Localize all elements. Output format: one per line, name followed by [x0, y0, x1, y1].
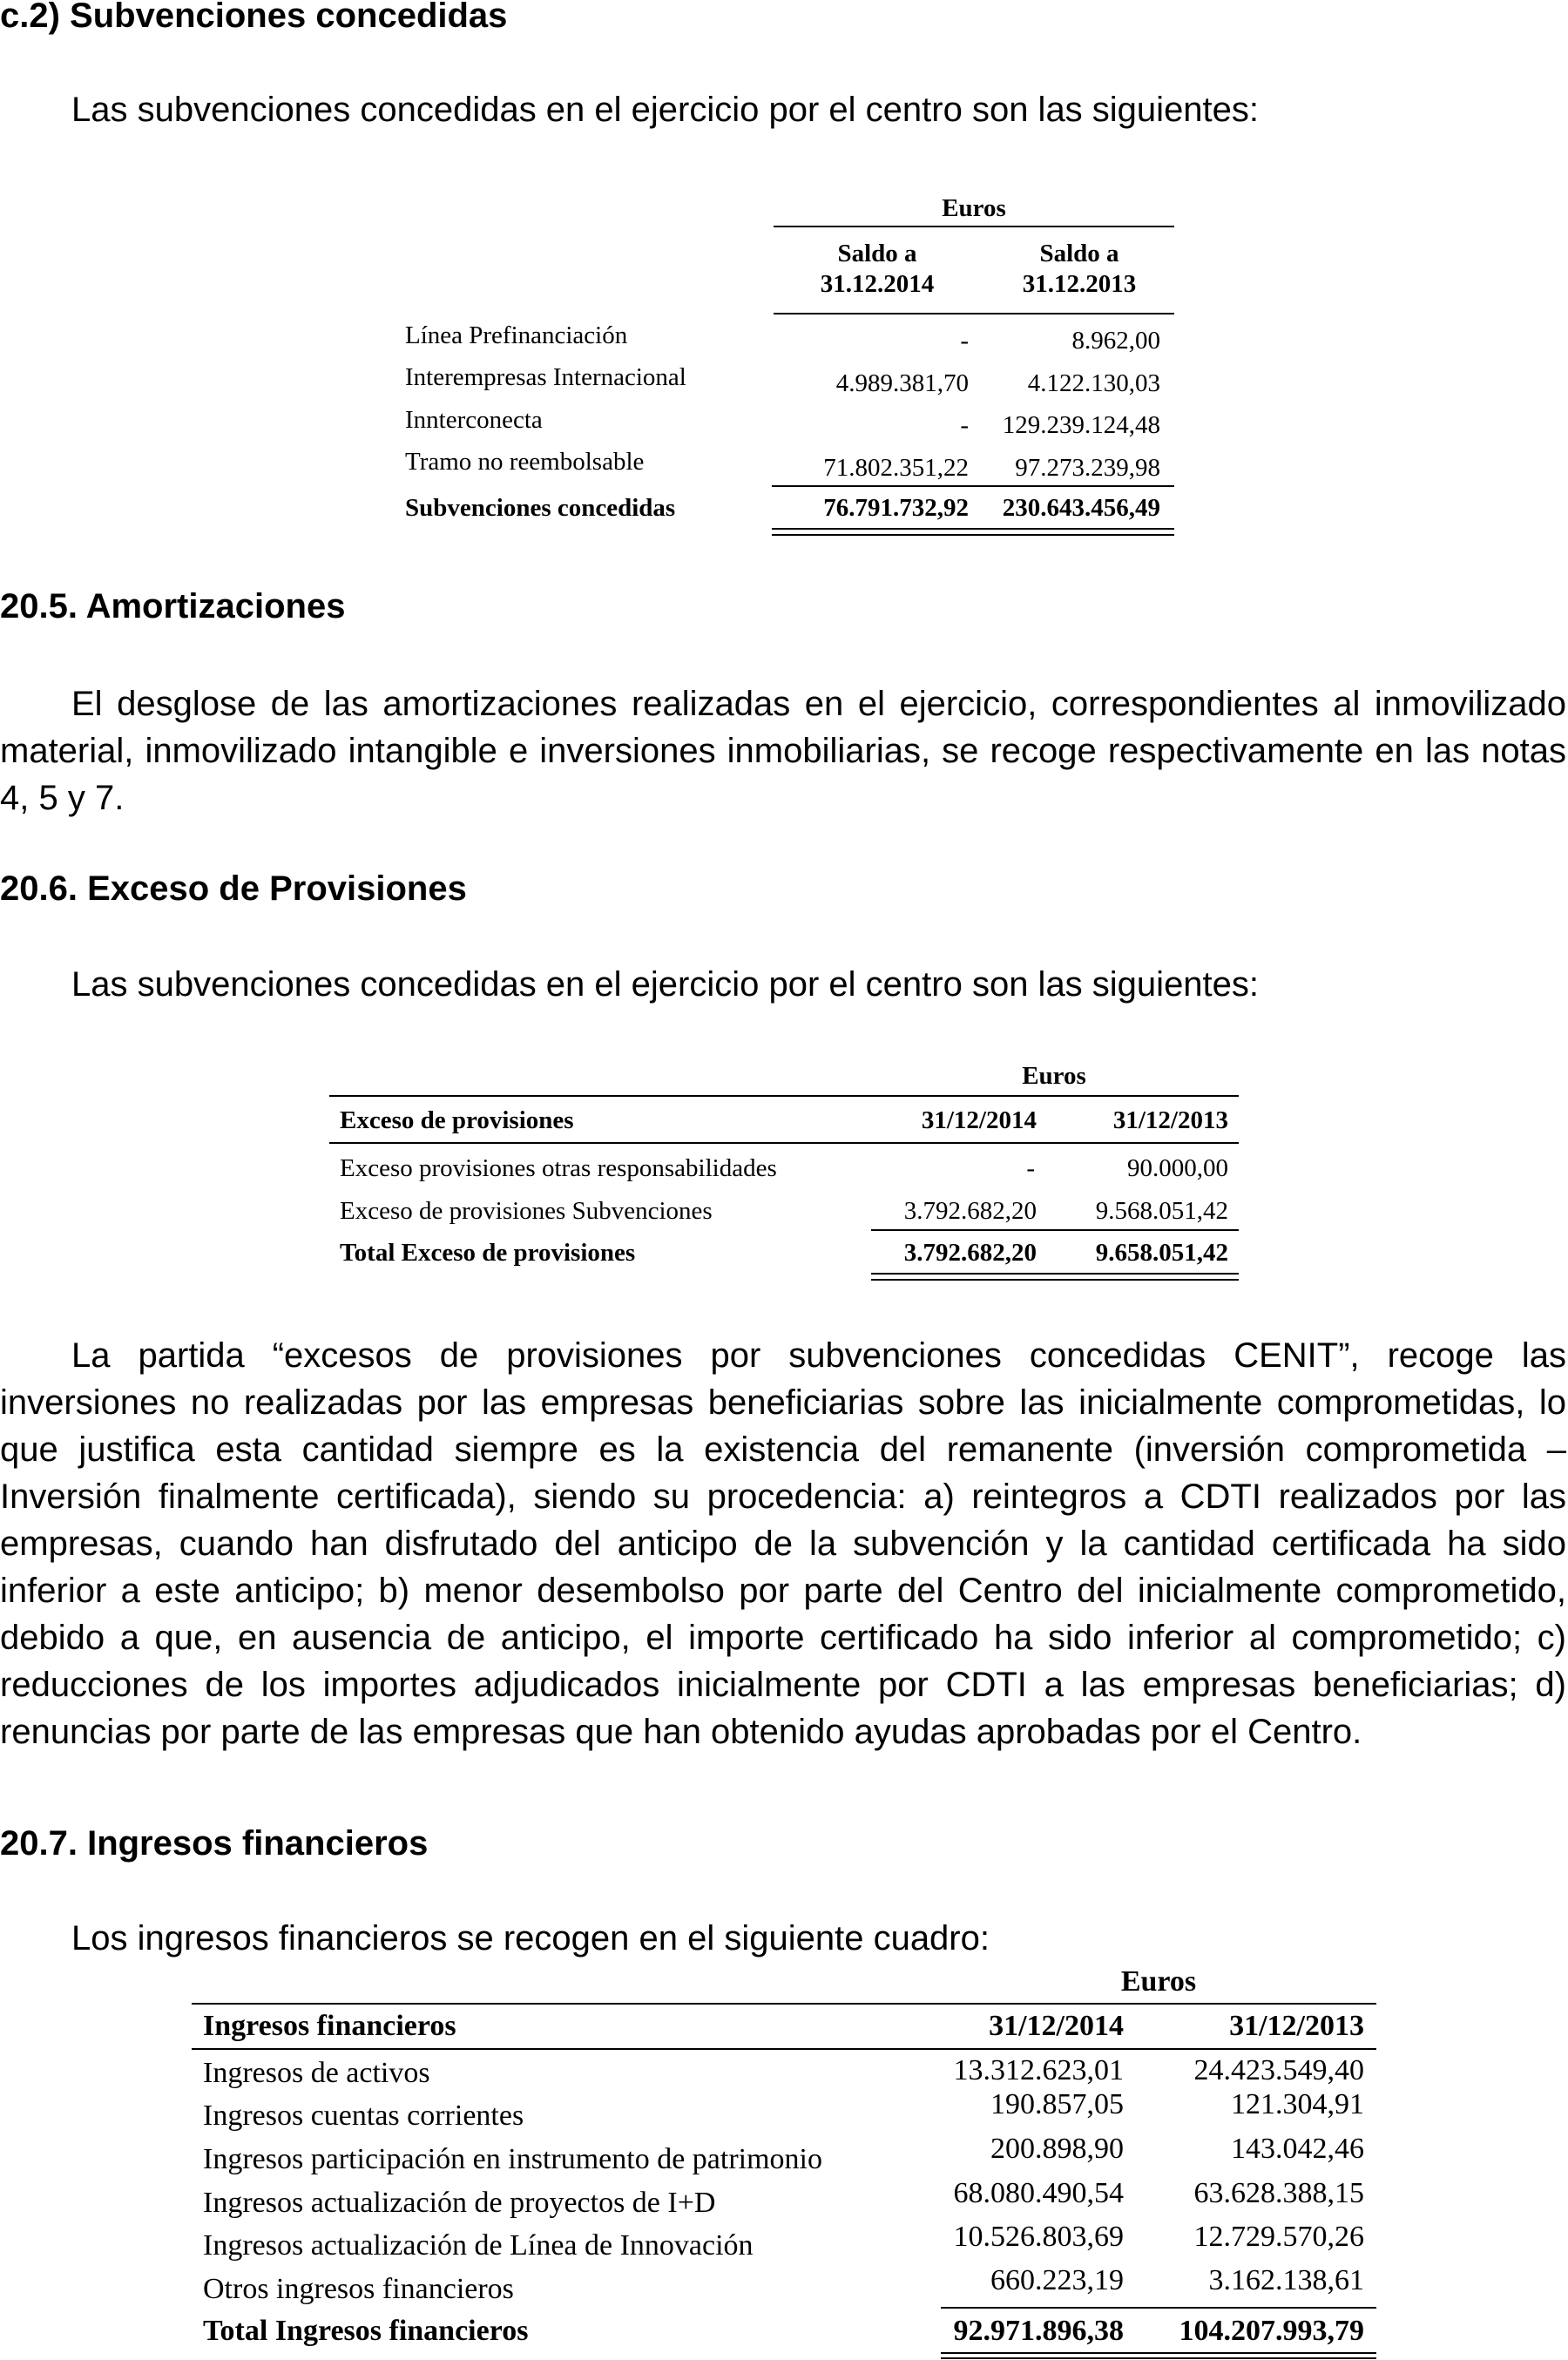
row-label: Tramo no reembolsable: [405, 448, 645, 476]
row-value-2014: -: [1026, 1154, 1035, 1182]
row-label: Ingresos de activos: [203, 2057, 430, 2089]
exceso-provisiones-paragraph: La partida “excesos de provisiones por subvenciones concedidas CENIT”, recoge las inversiones no realizadas por las empresas beneficiarias sobre las inicialmente comprometidas, lo que justifica esta cantidad siempre es la existencia del remanente (inversión comprometida – Inversión finalmente certificada), siendo su procedencia: a) reintegros a CDTI realizados por las empresas, cuando han disfrutado del anticipo de la subvención y la cantidad certificada ha sido inferior a este anticipo; b) menor desembolso por parte del Centro del inicialmente comprometido, debido a que, en ausencia de anticipo, el importe certificado ha sido inferior al comprometido; c) reducciones de los importes adjudicados inicialmente por CDTI a las empresas beneficiarias; d) renuncias por parte de las empresas que han obtenido ayudas aprobadas por el Centro.: [0, 1336, 1566, 1751]
col-header-2013: 31/12/2013: [1112, 1106, 1228, 1134]
row-value-2014: 71.802.351,22: [823, 454, 969, 482]
row-value-2013: 63.628.388,15: [1193, 2177, 1364, 2209]
label-header: Exceso de provisiones: [340, 1106, 574, 1134]
row-label: Exceso de provisiones Subvenciones: [340, 1197, 713, 1225]
total-value-2014: 3.792.682,20: [903, 1239, 1037, 1267]
row-value-2014: 200.898,90: [990, 2133, 1124, 2165]
total-label: Total Ingresos financieros: [203, 2315, 529, 2347]
c2-intro: Las subvenciones concedidas en el ejercicio por el centro son las siguientes:: [71, 91, 1260, 129]
amortizaciones-paragraph: El desglose de las amortizaciones realizadas en el ejercicio, correspondientes al inmovilizado material, inmovilizado intangible e inversiones inmobiliarias, se recoge respectivamente en las notas 4, 5 y 7.: [0, 685, 1566, 817]
row-label: Ingresos participación en instrumento de patrimonio: [203, 2143, 822, 2175]
total-label: Total Exceso de provisiones: [340, 1239, 636, 1267]
row-value-2013: 3.162.138,61: [1208, 2264, 1364, 2296]
col-header-2013: 31/12/2013: [1229, 2010, 1364, 2042]
row-label: Ingresos cuentas corrientes: [203, 2100, 524, 2132]
col-header-2014-line1: Saldo a: [837, 240, 917, 267]
row-value-2013: 121.304,91: [1231, 2088, 1364, 2120]
total-value-2013: 9.658.051,42: [1095, 1239, 1228, 1267]
row-value-2014: 68.080.490,54: [953, 2177, 1124, 2209]
row-label: Otros ingresos financieros: [203, 2273, 514, 2305]
label-header: Ingresos financieros: [203, 2010, 456, 2042]
total-value-2013: 230.643.456,49: [1002, 494, 1160, 522]
row-value-2013: 12.729.570,26: [1193, 2221, 1364, 2253]
header-rule: [192, 2003, 1376, 2005]
row-label: Línea Prefinanciación: [405, 321, 628, 349]
table-group-header: Euros: [1022, 1062, 1086, 1090]
row-label: Interempresas Internacional: [405, 363, 686, 391]
section-heading-20-6: 20.6. Exceso de Provisiones: [0, 869, 467, 908]
row-value-2013: 143.042,46: [1231, 2133, 1364, 2165]
row-value-2013: 90.000,00: [1127, 1154, 1228, 1182]
col-header-2014: 31/12/2014: [989, 2010, 1124, 2042]
section-heading-20-7: 20.7. Ingresos financieros: [0, 1824, 429, 1863]
row-value-2014: 10.526.803,69: [953, 2221, 1124, 2253]
col-header-2013-line1: Saldo a: [1039, 240, 1119, 267]
row-value-2014: 660.223,19: [990, 2264, 1124, 2296]
row-label: Innterconecta: [405, 406, 543, 434]
row-value-2013: 4.122.130,03: [1027, 369, 1160, 397]
row-value-2013: 129.239.124,48: [1002, 411, 1160, 439]
total-value-2014: 76.791.732,92: [823, 494, 969, 522]
row-label: Ingresos actualización de proyectos de I+D: [203, 2187, 716, 2219]
col-header-2013-line2: 31.12.2013: [1022, 270, 1137, 298]
total-rule: [941, 2307, 1376, 2309]
row-value-2014: 190.857,05: [990, 2088, 1124, 2120]
row-value-2014: 13.312.623,01: [953, 2054, 1124, 2086]
double-rule-bottom: [941, 2357, 1376, 2359]
total-value-2013: 104.207.993,79: [1179, 2315, 1364, 2347]
header-bottom-rule: [192, 2048, 1376, 2050]
row-value-2014: -: [960, 411, 969, 439]
double-rule-top: [941, 2352, 1376, 2354]
row-value-2013: 97.273.239,98: [1015, 454, 1160, 482]
col-header-2014-line2: 31.12.2014: [820, 270, 935, 298]
row-value-2013: 8.962,00: [1071, 327, 1160, 355]
row-label: Ingresos actualización de Línea de Innovación: [203, 2229, 754, 2262]
s207-intro: Los ingresos financieros se recogen en el siguiente cuadro:: [71, 1919, 990, 1958]
total-label: Subvenciones concedidas: [405, 494, 676, 522]
section-heading-c2: c.2) Subvenciones concedidas: [0, 0, 508, 35]
row-value-2014: -: [960, 327, 969, 355]
row-value-2014: 3.792.682,20: [903, 1197, 1037, 1225]
row-label: Exceso provisiones otras responsabilidades: [340, 1154, 777, 1182]
total-value-2014: 92.971.896,38: [953, 2315, 1124, 2347]
col-header-2014: 31/12/2014: [921, 1106, 1037, 1134]
table-group-header: Euros: [1120, 1965, 1197, 1998]
row-value-2013: 9.568.051,42: [1095, 1197, 1228, 1225]
table-group-header: Euros: [942, 194, 1006, 222]
section-heading-20-5: 20.5. Amortizaciones: [0, 587, 346, 626]
row-value-2013: 24.423.549,40: [1193, 2054, 1364, 2086]
s206-intro: Las subvenciones concedidas en el ejercicio por el centro son las siguientes:: [71, 965, 1260, 1004]
row-value-2014: 4.989.381,70: [835, 369, 969, 397]
